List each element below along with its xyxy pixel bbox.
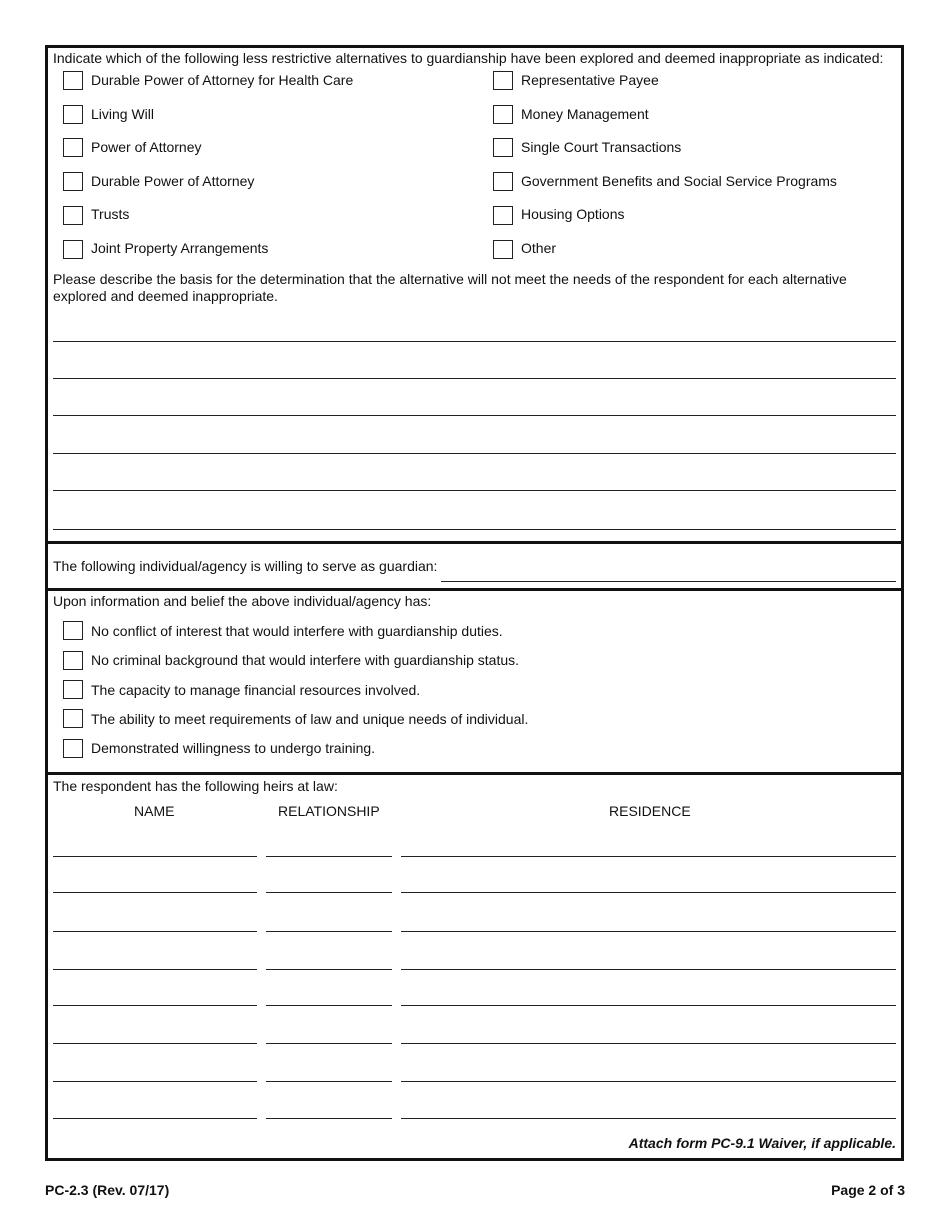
- heir-residence-field[interactable]: [401, 892, 896, 893]
- heir-residence-field[interactable]: [401, 1043, 896, 1044]
- section-divider: [45, 588, 904, 591]
- heir-name-field[interactable]: [53, 931, 257, 932]
- checkbox-dpoa-health-care[interactable]: [63, 71, 83, 90]
- heir-name-field[interactable]: [53, 1005, 257, 1006]
- checkbox-government-benefits[interactable]: [493, 172, 513, 191]
- heir-residence-field[interactable]: [401, 1005, 896, 1006]
- basis-line[interactable]: [53, 490, 896, 491]
- label-no-criminal-background: No criminal background that would interfere with guardianship status.: [91, 652, 520, 668]
- heir-relationship-field[interactable]: [266, 856, 392, 857]
- guardian-label: The following individual/agency is willing to serve as guardian:: [53, 558, 438, 574]
- section-divider: [45, 541, 904, 544]
- checkbox-living-will[interactable]: [63, 105, 83, 124]
- checkbox-single-court-transactions[interactable]: [493, 138, 513, 157]
- label-government-benefits: Government Benefits and Social Service Programs: [521, 173, 837, 189]
- heir-relationship-field[interactable]: [266, 892, 392, 893]
- checkbox-joint-property[interactable]: [63, 240, 83, 259]
- basis-line[interactable]: [53, 453, 896, 454]
- checkbox-no-criminal-background[interactable]: [63, 651, 83, 670]
- heir-residence-field[interactable]: [401, 931, 896, 932]
- heir-name-field[interactable]: [53, 1118, 257, 1119]
- basis-line[interactable]: [53, 341, 896, 342]
- checkbox-durable-poa[interactable]: [63, 172, 83, 191]
- form-id: PC-2.3 (Rev. 07/17): [45, 1182, 170, 1198]
- checkbox-financial-capacity[interactable]: [63, 680, 83, 699]
- label-joint-property: Joint Property Arrangements: [91, 240, 269, 256]
- checkbox-trusts[interactable]: [63, 206, 83, 225]
- label-power-of-attorney: Power of Attorney: [91, 139, 202, 155]
- heir-relationship-field[interactable]: [266, 931, 392, 932]
- heir-name-field[interactable]: [53, 892, 257, 893]
- heir-relationship-field[interactable]: [266, 1081, 392, 1082]
- label-willing-training: Demonstrated willingness to undergo training.: [91, 740, 376, 756]
- checkbox-meet-requirements[interactable]: [63, 709, 83, 728]
- heir-residence-field[interactable]: [401, 1081, 896, 1082]
- label-no-conflict: No conflict of interest that would interfere with guardianship duties.: [91, 623, 503, 639]
- checkbox-power-of-attorney[interactable]: [63, 138, 83, 157]
- checkbox-representative-payee[interactable]: [493, 71, 513, 90]
- label-housing-options: Housing Options: [521, 206, 625, 222]
- checkbox-other[interactable]: [493, 240, 513, 259]
- label-trusts: Trusts: [91, 206, 130, 222]
- column-header-residence: RESIDENCE: [609, 803, 691, 819]
- label-living-will: Living Will: [91, 106, 155, 122]
- heir-name-field[interactable]: [53, 856, 257, 857]
- label-dpoa-health-care: Durable Power of Attorney for Health Care: [91, 72, 354, 88]
- basis-line[interactable]: [53, 378, 896, 379]
- label-representative-payee: Representative Payee: [521, 72, 659, 88]
- heir-relationship-field[interactable]: [266, 1043, 392, 1044]
- heirs-intro: The respondent has the following heirs at law:: [53, 778, 338, 794]
- heir-name-field[interactable]: [53, 969, 257, 970]
- attach-note: Attach form PC-9.1 Waiver, if applicable.: [628, 1135, 896, 1151]
- label-single-court-transactions: Single Court Transactions: [521, 139, 682, 155]
- heir-relationship-field[interactable]: [266, 969, 392, 970]
- alternatives-instruction: Indicate which of the following less restrictive alternatives to guardianship have been explored and deemed inappropriate as indicated:: [53, 50, 884, 66]
- column-header-name: NAME: [134, 803, 175, 819]
- heir-relationship-field[interactable]: [266, 1118, 392, 1119]
- checkbox-no-conflict[interactable]: [63, 621, 83, 640]
- label-meet-requirements: The ability to meet requirements of law and unique needs of individual.: [91, 711, 529, 727]
- basis-line[interactable]: [53, 415, 896, 416]
- heir-residence-field[interactable]: [401, 969, 896, 970]
- belief-intro: Upon information and belief the above individual/agency has:: [53, 593, 432, 609]
- checkbox-housing-options[interactable]: [493, 206, 513, 225]
- checkbox-money-management[interactable]: [493, 105, 513, 124]
- heir-residence-field[interactable]: [401, 1118, 896, 1119]
- heir-relationship-field[interactable]: [266, 1005, 392, 1006]
- checkbox-willing-training[interactable]: [63, 739, 83, 758]
- label-financial-capacity: The capacity to manage financial resources involved.: [91, 682, 421, 698]
- label-durable-poa: Durable Power of Attorney: [91, 173, 255, 189]
- guardian-name-field[interactable]: [441, 581, 896, 582]
- heir-name-field[interactable]: [53, 1043, 257, 1044]
- basis-prompt: Please describe the basis for the determination that the alternative will not meet the needs of the respondent for each alternative explored and deemed inappropriate.: [53, 271, 847, 304]
- column-header-relationship: RELATIONSHIP: [278, 803, 380, 819]
- page-number: Page 2 of 3: [831, 1182, 905, 1198]
- basis-line[interactable]: [53, 529, 896, 530]
- label-money-management: Money Management: [521, 106, 649, 122]
- label-other: Other: [521, 240, 557, 256]
- heir-residence-field[interactable]: [401, 856, 896, 857]
- section-divider: [45, 772, 904, 775]
- heir-name-field[interactable]: [53, 1081, 257, 1082]
